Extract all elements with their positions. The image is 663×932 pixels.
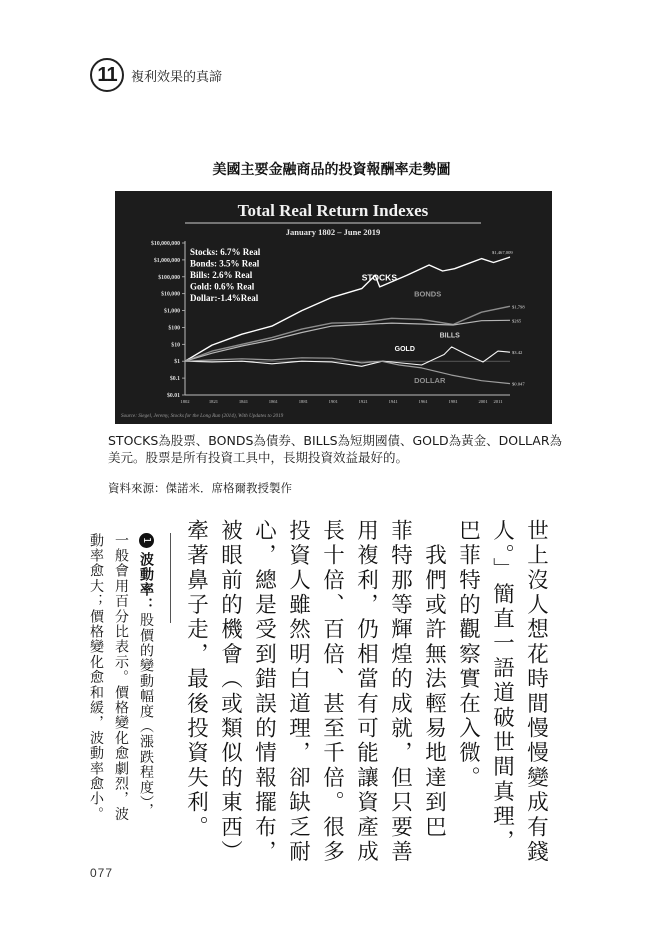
series-name-bills: BILLS (439, 332, 460, 340)
footnote-divider (170, 533, 171, 623)
chapter-number-badge: 11 (90, 58, 124, 92)
footnote-term: 波動率： (138, 552, 154, 613)
body-column-10: 被眼前的機會（或類似的東西） (217, 519, 243, 865)
x-tick-label: 1941 (388, 399, 398, 404)
series-line-bills (185, 320, 510, 361)
x-tick-labels (180, 399, 503, 404)
y-tick-label: $10,000,000 (151, 241, 180, 247)
body-column-3: 巴菲特的觀察實在入微。 (455, 519, 481, 791)
y-tick-labels (151, 240, 185, 399)
legend-entry: Bonds: 3.5% Real (190, 258, 260, 269)
chart-canvas (115, 191, 552, 424)
page-number: 077 (90, 866, 114, 880)
series-end-value-bonds: $1,798 (512, 304, 525, 310)
y-tick-label: $1 (174, 359, 180, 366)
body-column-8: 投資人雖然明白道理，卻缺乏耐 (285, 519, 311, 865)
body-column-1: 世上沒人想花時間慢慢變成有錢 (523, 519, 549, 865)
y-tick-label: $1,000,000 (153, 257, 180, 264)
chart-subtitle: January 1802 – June 2019 (285, 227, 381, 237)
x-tick-label: 1881 (298, 399, 308, 404)
y-tick-label: $1,000 (164, 308, 180, 315)
series-end-value-gold: $3.42 (512, 350, 523, 356)
footnote-number-badge: 1 (139, 533, 154, 548)
x-tick-label: 2011 (493, 399, 503, 404)
x-tick-label: 1921 (358, 399, 368, 404)
chart-source-note: Source: Siegel, Jeremy, Stocks for the Long Run (2014), With Updates to 2019 (121, 413, 284, 419)
series-end-value-bills: $265 (512, 318, 522, 324)
chart-title: Total Real Return Indexes (237, 201, 429, 220)
x-tick-label: 1981 (448, 399, 458, 404)
footnote-line-3: 動率愈大；價格變化愈和緩，波動率愈小。 (88, 533, 104, 822)
series-line-gold (185, 347, 510, 366)
x-tick-label: 1821 (208, 399, 219, 404)
series-name-stocks: STOCKS (361, 272, 398, 283)
x-tick-label: 1901 (328, 399, 338, 404)
total-real-return-chart (115, 191, 552, 424)
y-tick-label: $10,000 (161, 291, 180, 298)
y-tick-label: $10 (171, 342, 180, 349)
series-end-value-stocks: $1,467,009 (492, 250, 513, 256)
body-column-9: 心，總是受到錯誤的情報擺布， (251, 519, 277, 865)
legend-entry: Bills: 2.6% Real (190, 270, 253, 280)
series-name-dollar: DOLLAR (414, 376, 446, 386)
figure-source: 資料來源：傑諾米．席格爾教授製作 (108, 481, 292, 495)
series-name-gold: GOLD (394, 346, 415, 354)
y-tick-label: $0.1 (169, 376, 180, 383)
x-tick-label: 1841 (238, 399, 249, 404)
x-tick-label: 2001 (478, 399, 488, 404)
x-tick-label: 1802 (180, 399, 190, 404)
x-tick-label: 1961 (418, 399, 428, 404)
body-column-2: 人。」簡直一語道破世間真理， (489, 519, 515, 855)
series-end-value-dollar: $0.047 (512, 381, 525, 387)
figure-caption: STOCKS為股票、BONDS為債券、BILLS為短期國債、GOLD為黃金、DOLLAR為美元。股票是所有投資工具中，長期投資效益最好的。 (108, 433, 563, 465)
legend-entry: Gold: 0.6% Real (190, 281, 255, 292)
footnote-line-1 (139, 533, 154, 819)
x-tick-label: 1861 (268, 399, 278, 404)
legend-entry: Dollar:-1.4%Real (190, 293, 259, 303)
y-tick-label: $100,000 (158, 274, 180, 281)
body-column-5: 菲特那等輝煌的成就，但只要善 (387, 519, 413, 865)
chapter-title: 複利效果的真諦 (131, 70, 223, 85)
y-tick-label: $0.01 (166, 393, 180, 399)
footnote-line-2: 一般會用百分比表示。價格變化愈劇烈，波 (113, 533, 129, 822)
body-column-11: 牽著鼻子走，最後投資失利。 (183, 519, 209, 841)
figure-title: 美國主要金融商品的投資報酬率走勢圖 (212, 162, 451, 178)
y-tick-label: $100 (168, 325, 180, 332)
footnote-text-1: 股價的變動幅度（漲跌程度）， (138, 612, 154, 819)
series-name-bonds: BONDS (414, 289, 442, 299)
body-column-7: 長十倍、百倍、甚至千倍。很多 (319, 519, 345, 865)
series-line-bonds (185, 306, 510, 361)
body-column-4: 我們或許無法輕易地達到巴 (421, 519, 447, 841)
legend-entry: Stocks: 6.7% Real (190, 247, 261, 257)
body-column-6: 用複利，仍相當有可能讓資產成 (353, 519, 379, 865)
chart-legend (190, 247, 261, 303)
